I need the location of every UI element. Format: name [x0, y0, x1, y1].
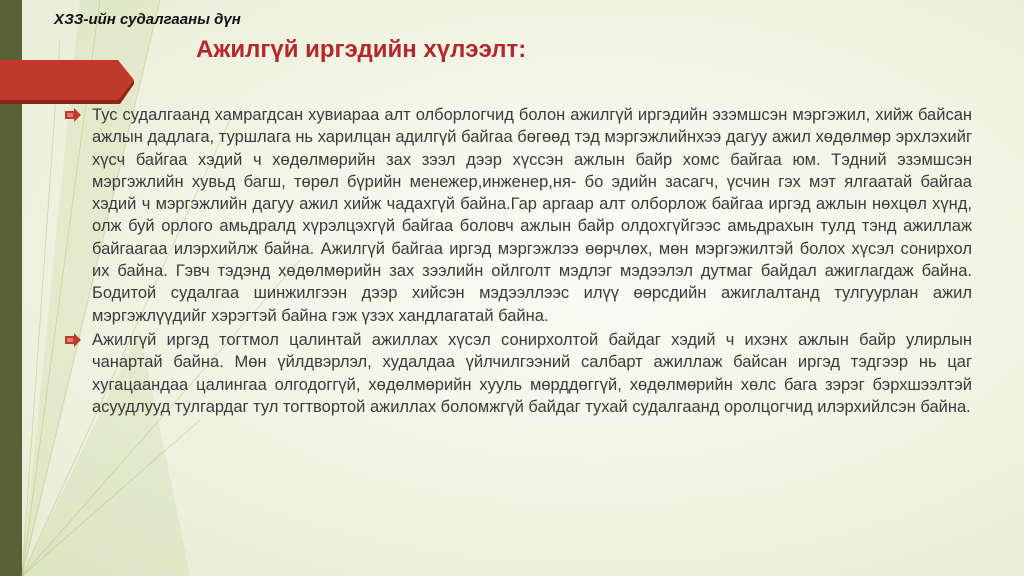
arrow-bullet-icon — [65, 333, 81, 347]
bullet-text: Ажилгүй иргэд тогтмол цалинтай ажиллах хүсэл сонирхолтой байдаг хэдий ч ихэнх ажлын байр улирлын чанартай байна. Мөн үйлдвэрлэл, худалдаа үйлчилгээний салбарт ажиллаж байсан иргэд тэдгээр нь цаг хугацаандаа цалингаа олгодоггүй, хөдөлмөрийн хууль мөрддөггүй, хөдөлмөрийн хөлс бага зэрэг бэрхшээлтэй асуудлууд тулгардаг тул тогтвортой ажиллах боломжгүй байдаг тухай судалгаанд оролцогчид илэрхийлсэн байна. — [92, 330, 972, 416]
bullet-item — [62, 329, 972, 418]
arrow-bullet-icon — [65, 108, 81, 122]
slide-title: Ажилгүй иргэдийн хүлээлт: — [196, 36, 527, 63]
bullet-list — [62, 104, 972, 418]
bullet-item — [62, 104, 972, 327]
bullet-text: Тус судалгаанд хамрагдсан хувиараа алт олборлогчид болон ажилгүй иргэдийн эзэмшсэн мэргэжил, хийж байсан ажлын дадлага, туршлага нь харилцан адилгүй байгаа бөгөөд тэд мэргэжлийнхээ дагуу ажил хөдөлмөр эрхлэхийг хүсч байгаа хэдий ч хөдөлмөрийн зах зээл дээр хүссэн ажлын байр хомс байгаа юм. Тэдний эзэмшсэн мэргэжлийн хувьд багш, төрөл бүрийн менежер,инженер,ня- бо эдийн засагч, үсчин гэх мэт ялгаатай байгаа хэдий ч мэргэжлийн дагуу ажил хийж чадахгүй байна.Гар аргаар алт олборлож байгаа иргэд ажлын нөхцөл хүнд, олж буй орлого амьдралд хүрэлцэхгүй байгаа боловч ажлын байр олдохгүйгээс амьдрахын тулд тэнд ажиллаж байгаагаа илэрхийлж байна. Ажилгүй байгаа иргэд мэргэжлээ өөрчлөх, мөн мэргэжилтэй болох хүсэл сонирхол их байна. Гэвч тэдэнд хөдөлмөрийн зах зээлийн ойлголт мэдлэг мэдээлэл дутмаг байдал ажиглагдаж байна. Бодитой судалгаа шинжилгээн дээр хийсэн мэдээллээс илүү өөрсдийн ажиглалтанд тулгуурлан ажил мэргэжлүүдийг хэрэгтэй байна гэж үзэх хандлагатай байна. — [92, 106, 972, 325]
slide-header: ХЗЗ-ийн судалгааны дүн — [54, 11, 241, 28]
red-arrow-shape — [0, 60, 134, 100]
